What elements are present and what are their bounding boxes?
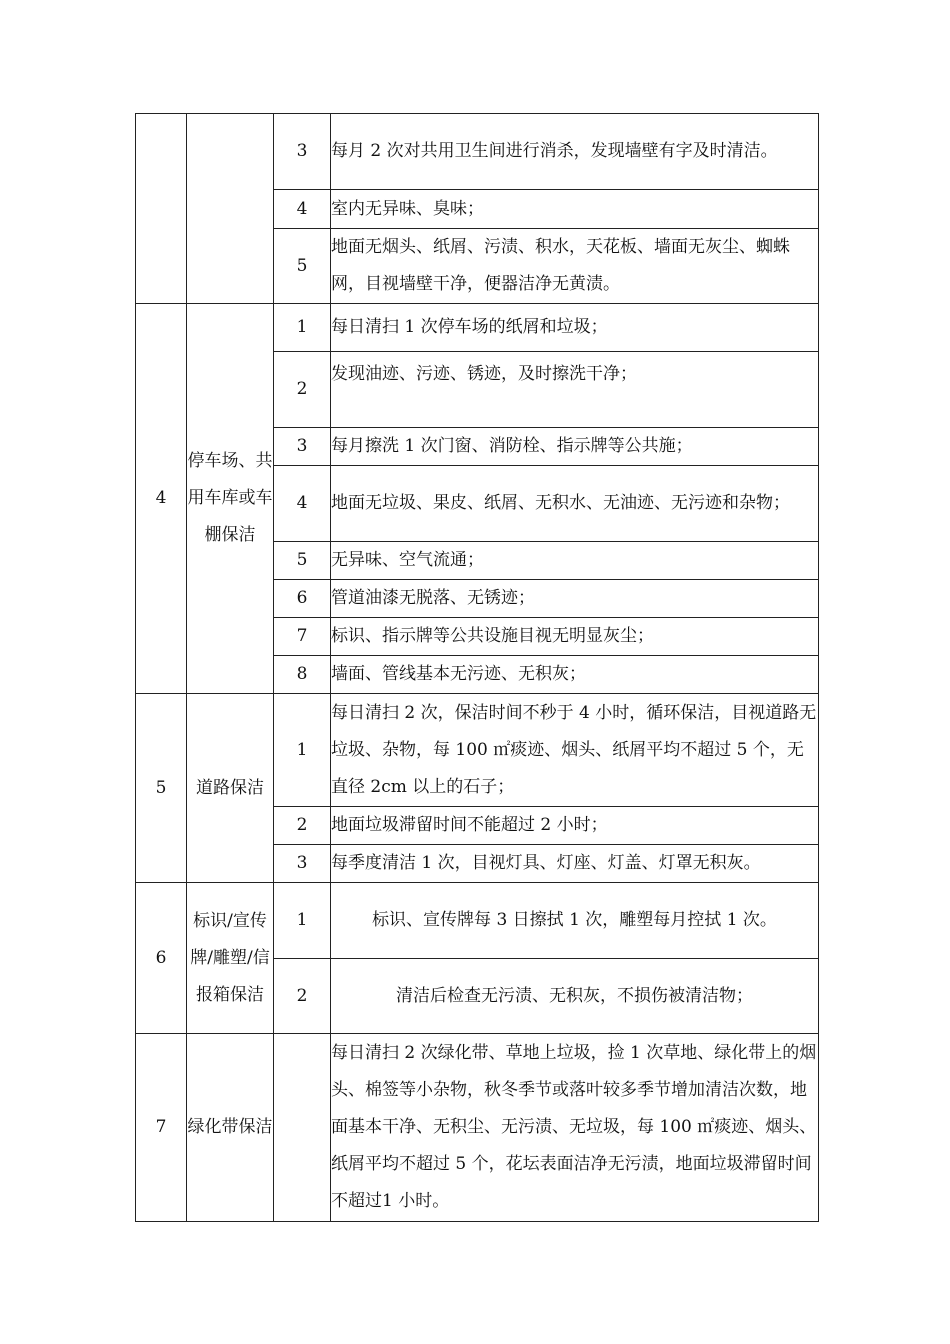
line-text: 标识、指示牌等公共设施目视无明显灰尘； xyxy=(331,618,819,656)
section-title: 停车场、共用车库或车棚保洁 xyxy=(187,304,274,694)
line-index: 2 xyxy=(274,352,331,428)
line-index: 5 xyxy=(274,542,331,580)
section-number: 4 xyxy=(136,304,187,694)
line-index: 3 xyxy=(274,845,331,883)
line-index: 8 xyxy=(274,656,331,694)
line-text: 每日清扫 2 次，保洁时间不秒于 4 小时，循环保洁，目视道路无垃圾、杂物，每 100 ㎡痰迹、烟头、纸屑平均不超过 5 个，无直径 2cm 以上的石子； xyxy=(331,694,819,807)
line-index: 3 xyxy=(274,114,331,190)
line-text: 地面垃圾滞留时间不能超过 2 小时； xyxy=(331,807,819,845)
line-index: 2 xyxy=(274,959,331,1034)
line-text: 无异味、空气流通； xyxy=(331,542,819,580)
table-row xyxy=(136,114,819,190)
line-index: 1 xyxy=(274,304,331,352)
section-number xyxy=(136,114,187,304)
line-text: 地面无垃圾、果皮、纸屑、无积水、无油迹、无污迹和杂物； xyxy=(331,466,819,542)
line-text: 墙面、管线基本无污迹、无积灰； xyxy=(331,656,819,694)
line-text: 管道油漆无脱落、无锈迹； xyxy=(331,580,819,618)
line-index: 5 xyxy=(274,229,331,304)
table-row xyxy=(136,304,819,352)
section-title xyxy=(187,114,274,304)
line-index: 6 xyxy=(274,580,331,618)
line-text: 室内无异味、臭味； xyxy=(331,190,819,229)
line-text: 标识、宣传牌每 3 日擦拭 1 次，雕塑每月控拭 1 次。 xyxy=(331,883,819,959)
section-title: 标识/宣传牌/雕塑/信报箱保洁 xyxy=(187,883,274,1034)
line-index: 3 xyxy=(274,428,331,466)
section-title: 绿化带保洁 xyxy=(187,1034,274,1222)
line-text: 每月 2 次对共用卫生间进行消杀，发现墙壁有字及时清洁。 xyxy=(331,114,819,190)
section-number: 5 xyxy=(136,694,187,883)
line-text: 每日清扫 1 次停车场的纸屑和垃圾； xyxy=(331,304,819,352)
line-text: 每日清扫 2 次绿化带、草地上垃圾，捡 1 次草地、绿化带上的烟头、棉签等小杂物，秋冬季节或落叶较多季节增加清洁次数，地面基本干净、无积尘、无污渍、无垃圾，每 100 ㎡痰迹、烟头、纸屑平均不超过 5 个，花坛表面洁净无污渍，地面垃圾滞留时间不超过1 小时。 xyxy=(331,1034,819,1222)
line-text: 每月擦洗 1 次门窗、消防栓、指示牌等公共施； xyxy=(331,428,819,466)
table-row xyxy=(136,694,819,807)
section-number: 7 xyxy=(136,1034,187,1222)
line-text: 发现油迹、污迹、锈迹，及时擦洗干净； xyxy=(331,352,819,428)
section-title: 道路保洁 xyxy=(187,694,274,883)
line-index: 7 xyxy=(274,618,331,656)
line-text: 地面无烟头、纸屑、污渍、积水，天花板、墙面无灰尘、蜘蛛网，目视墙壁干净，便器洁净无黄渍。 xyxy=(331,229,819,304)
table-row xyxy=(136,1034,819,1222)
table-row xyxy=(136,883,819,959)
line-index: 1 xyxy=(274,883,331,959)
section-number: 6 xyxy=(136,883,187,1034)
line-index: 4 xyxy=(274,190,331,229)
line-index: 1 xyxy=(274,694,331,807)
cleaning-standards-table xyxy=(135,113,819,1222)
line-index xyxy=(274,1034,331,1222)
line-index: 4 xyxy=(274,466,331,542)
line-text: 每季度清洁 1 次，目视灯具、灯座、灯盖、灯罩无积灰。 xyxy=(331,845,819,883)
line-index: 2 xyxy=(274,807,331,845)
line-text: 清洁后检查无污渍、无积灰，不损伤被清洁物； xyxy=(331,959,819,1034)
